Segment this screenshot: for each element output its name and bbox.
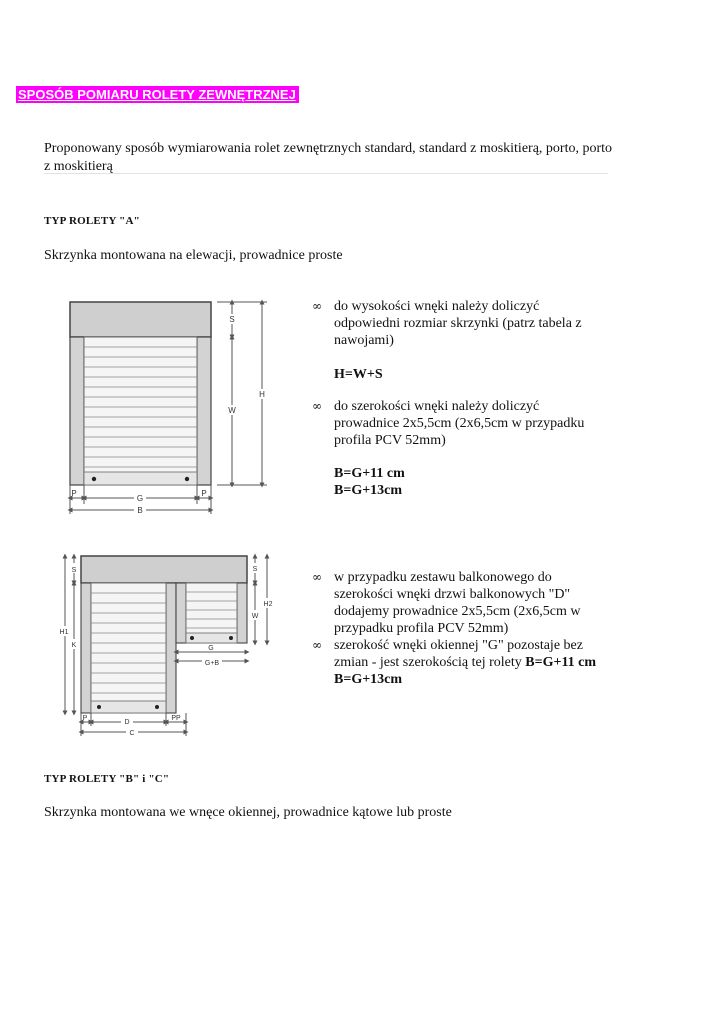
infinity-bullet-icon: ∞	[312, 399, 322, 413]
svg-text:PP: PP	[171, 715, 181, 722]
balcony-set-instructions	[312, 569, 597, 688]
list-item: ∞ w przypadku zestawu balkonowego do szerokości wnęki drzwi balkonowych "D" dodajemy prowadnice 2x5,5cm (2x6,5cm w przypadku profila PCV 52mm)	[312, 570, 581, 636]
roller-box	[81, 556, 247, 583]
svg-text:W: W	[251, 613, 259, 620]
shutter-curtain	[84, 337, 197, 485]
roller-shutter-type-a-diagram	[62, 292, 282, 517]
svg-text:G: G	[208, 645, 214, 652]
svg-text:H2: H2	[263, 601, 273, 608]
svg-text:P: P	[71, 489, 77, 498]
type-a-description: Skrzynka montowana na elewacji, prowadnice proste	[44, 248, 343, 263]
list-item: ∞ do wysokości wnęki należy doliczyć odpowiedni rozmiar skrzynki (patrz tabela z nawojami)	[312, 299, 582, 348]
svg-text:B: B	[137, 506, 143, 515]
svg-text:G+B: G+B	[204, 660, 220, 667]
type-a-label: TYP ROLETY "A"	[44, 215, 140, 227]
list-item: ∞ szerokość wnęki okiennej "G" pozostaje bez zmian - jest szerokością tej rolety B=G+11 cm	[312, 638, 597, 670]
svg-text:S: S	[229, 315, 235, 324]
svg-text:H1: H1	[59, 629, 69, 636]
svg-text:C: C	[129, 730, 135, 737]
type-bc-description: Skrzynka montowana we wnęce okiennej, prowadnice kątowe lub proste	[44, 805, 452, 820]
formula-width-2: B=G+13cm	[334, 483, 403, 498]
infinity-bullet-icon: ∞	[312, 299, 322, 313]
formula-height: H=W+S	[334, 367, 383, 382]
svg-text:P: P	[201, 489, 207, 498]
infinity-bullet-icon: ∞	[312, 638, 322, 652]
list-item: ∞ do szerokości wnęki należy doliczyć prowadnice 2x5,5cm (2x6,5cm w przypadku profila PCV 52mm)	[312, 399, 585, 448]
intro-paragraph: Proponowany sposób wymiarowania rolet zewnętrznych standard, standard z moskitierą, porto, porto z moskitierą	[44, 141, 613, 174]
guide-rail-right	[197, 337, 211, 485]
roller-box	[70, 302, 211, 337]
formula-width-1: B=G+11 cm	[334, 466, 405, 481]
svg-text:S: S	[252, 566, 258, 573]
bottom-bar	[84, 472, 197, 485]
balcony-set-diagram	[55, 548, 280, 738]
divider	[44, 173, 608, 174]
type-bc-label: TYP ROLETY "B" i "C"	[44, 773, 170, 785]
svg-text:G: G	[136, 494, 144, 503]
svg-text:H: H	[259, 390, 265, 399]
svg-text:P: P	[82, 715, 88, 722]
infinity-bullet-icon: ∞	[312, 570, 322, 584]
door-curtain	[91, 583, 166, 713]
formula-width: B=G+13cm	[334, 672, 403, 687]
svg-text:K: K	[71, 642, 77, 649]
guide-rail-left	[70, 337, 84, 485]
svg-text:D: D	[124, 719, 130, 726]
type-a-instructions	[312, 298, 597, 499]
page-title: SPOSÓB POMIARU ROLETY ZEWNĘTRZNEJ	[16, 86, 299, 103]
svg-text:W: W	[228, 406, 236, 415]
svg-text:S: S	[71, 567, 77, 574]
